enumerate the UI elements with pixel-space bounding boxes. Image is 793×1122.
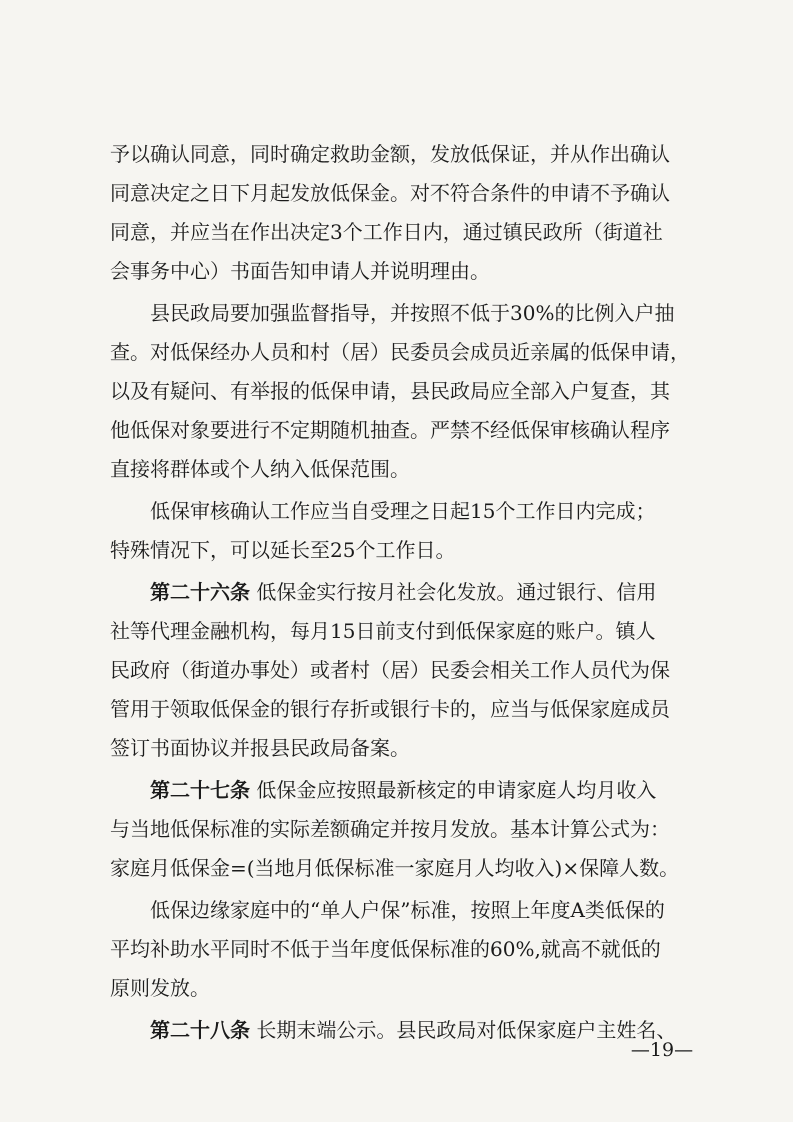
text-line: 家庭月低保金=(当地月低保标准一家庭月人均收入)×保障人数。 [110,856,680,880]
text-line: 低保审核确认工作应当自受理之日起15个工作日内完成； [150,499,656,523]
text-line: 予以确认同意，同时确定救助金额，发放低保证，并从作出确认 [110,142,670,166]
text-line: 平均补助水平同时不低于当年度低保标准的60%,就高不就低的 [110,937,661,961]
article-27-line [150,776,700,804]
text-line: 同意决定之日下月起发放低保金。对不符合条件的申请不予确认 [110,181,670,205]
text-span: 低保金应按照最新核定的申请家庭人均月收入 [256,778,657,802]
text-line: 原则发放。 [110,976,210,1000]
text-span: 低保金实行按月社会化发放。通过银行、信用 [256,580,657,604]
text-line: 管用于领取低保金的银行存折或银行卡的，应当与低保家庭成员 [110,697,670,721]
text-line: 直接将群体或个人纳入低保范围。 [110,457,410,481]
text-line: 他低保对象要进行不定期随机抽查。严禁不经低保审核确认程序 [110,418,670,442]
text-line: 特殊情况下，可以延长至25个工作日。 [110,538,456,562]
page-number: —19— [630,1039,694,1061]
text-line: 低保边缘家庭中的“单人户保”标准，按照上年度A类低保的 [150,898,665,922]
text-line: 会事务中心）书面告知申请人并说明理由。 [110,259,490,283]
article-26-line [150,578,700,606]
text-line: 以及有疑问、有举报的低保申请，县民政局应全部入户复查，其 [110,379,670,403]
text-line: 与当地低保标准的实际差额确定并按月发放。基本计算公式为： [110,817,670,841]
text-line: 查。对低保经办人员和村（居）民委员会成员近亲属的低保申请， [110,340,690,364]
text-span: 长期末端公示。县民政局对低保家庭户主姓名、 [256,1018,677,1042]
article-heading: 第二十七条 [150,778,250,802]
text-line: 同意，并应当在作出决定3个工作日内，通过镇民政所（街道社 [110,220,663,244]
text-line: 民政府（街道办事处）或者村（居）民委会相关工作人员代为保 [110,658,670,682]
text-line: 签订书面协议并报县民政局备案。 [110,736,410,760]
article-heading: 第二十八条 [150,1018,250,1042]
text-line: 社等代理金融机构，每月15日前支付到低保家庭的账户。镇人 [110,619,656,643]
article-heading: 第二十六条 [150,580,250,604]
text-line: 县民政局要加强监督指导，并按照不低于30%的比例入户抽 [150,301,675,325]
